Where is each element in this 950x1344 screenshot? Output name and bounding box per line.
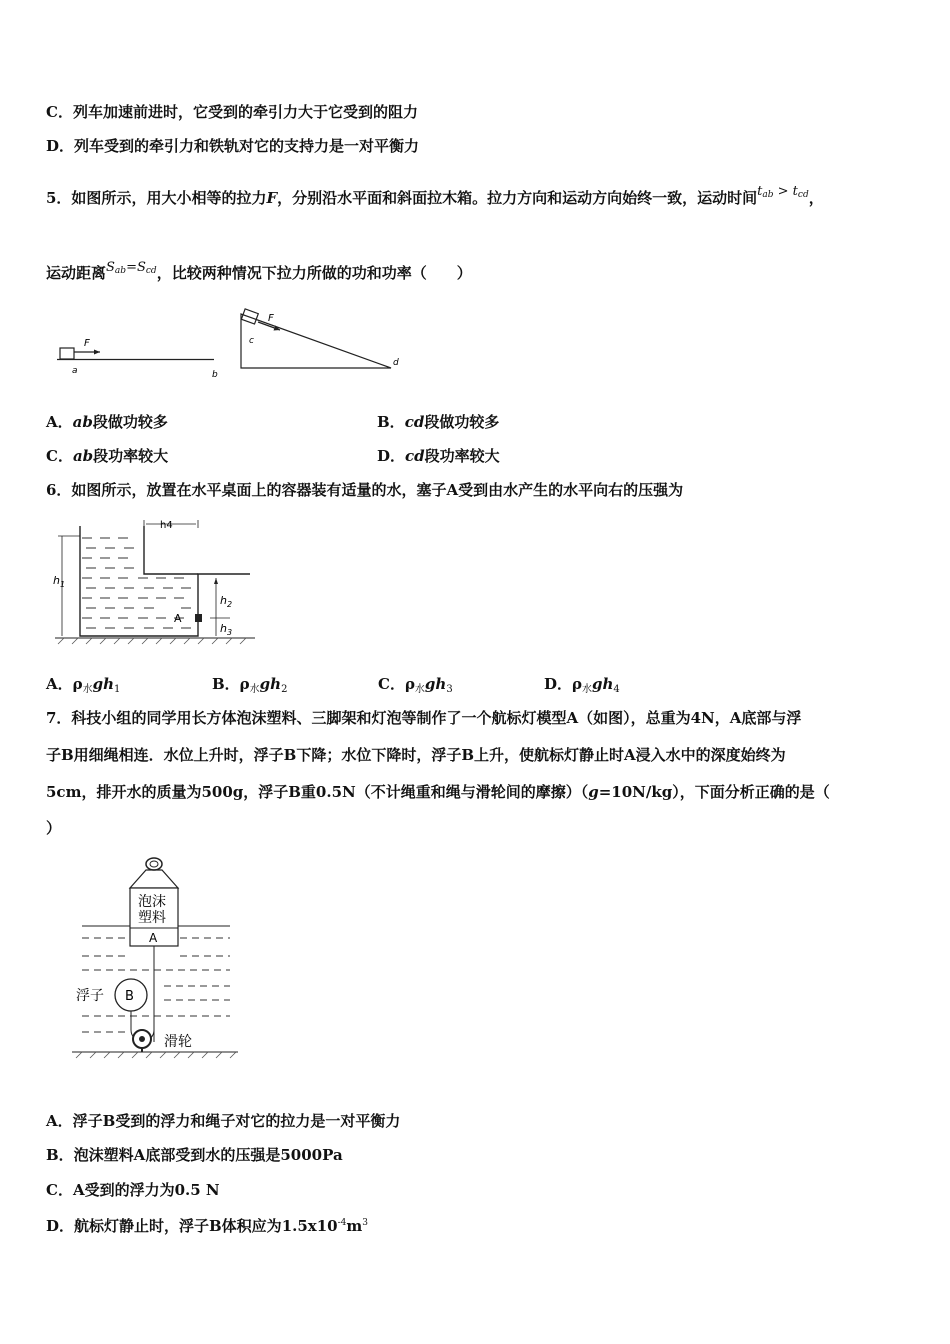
q5-optA-txt: 段做功较多 (92, 413, 168, 431)
q6-label-h3 (220, 622, 232, 637)
q6-option-a (46, 674, 212, 700)
q7-water-dashes (82, 938, 230, 1032)
q6-container-step (144, 526, 198, 574)
q4-option-c: C．列车加速前进时，它受到的牵引力大于它受到的阻力 (46, 103, 418, 121)
q5-optD-var: cd (405, 447, 425, 465)
q5-option-a (46, 412, 168, 432)
q6-h1-sub: 1 (59, 580, 66, 589)
q6-label-A: A (174, 612, 182, 625)
q5-t1-sub: ab (762, 190, 774, 200)
q6-optB-water: 水 (249, 684, 260, 695)
q7-label-B: B (125, 989, 134, 1004)
q5-optD-pre: D． (377, 447, 406, 465)
q6-optC-water: 水 (414, 684, 425, 695)
q6-optC-sub: 3 (446, 684, 453, 695)
q5-optC-txt: 段功率较大 (93, 447, 169, 465)
q6-optD-sub: 4 (613, 684, 620, 695)
q5-t2-sub: cd (797, 190, 809, 200)
q4-option-d: D．列车受到的牵引力和铁轨对它的支持力是一对平衡力 (46, 137, 420, 155)
q5-text1: 5．如图所示，用大小相等的拉力 (46, 189, 267, 207)
q5-time-inequality (757, 184, 809, 199)
q6-container-outline (80, 526, 250, 636)
q7-line3b: =10N/kg），下面分析正确的是（ (598, 783, 830, 801)
q7-bulb-icon (146, 858, 162, 870)
q6-stopper-A (195, 614, 202, 622)
q6-h2-letter: h (220, 594, 227, 607)
q5-s2-sub: cd (145, 266, 157, 276)
q7-optD-cube: 3 (362, 1218, 368, 1228)
q7-label-foam1: 泡沫 (138, 894, 166, 910)
q6-h2-sub: 2 (226, 600, 233, 609)
q6-optA-water: 水 (82, 684, 93, 695)
q5-box-c (241, 309, 258, 324)
q6-label-h1 (53, 574, 65, 589)
q6-optD-water: 水 (581, 684, 592, 695)
q7-optD-exp: -4 (337, 1218, 347, 1228)
q5-optA-pre: A． (46, 413, 73, 431)
q6-optC-pre: C．ρ (378, 675, 415, 693)
q6-stem: 6．如图所示，放置在水平桌面上的容器装有适量的水，塞子A受到由水产生的水平向右的压强为 (46, 481, 684, 499)
q5-gt: > (773, 184, 793, 199)
q5-box-a (60, 348, 74, 359)
q6-option-b (212, 674, 378, 700)
q5-s1: S (106, 260, 115, 275)
q7-option-c: C．A受到的浮力为0.5 N (46, 1181, 220, 1199)
q5-fig-label-c: c (249, 336, 254, 346)
q6-h3-sub: 3 (226, 628, 233, 637)
q6-optD-pre: D．ρ (544, 675, 582, 693)
q5-optB-txt: 段做功较多 (424, 413, 500, 431)
q5-optB-var: cd (404, 413, 425, 431)
q7-label-foam2: 塑料 (138, 910, 166, 926)
q7-label-pulley: 滑轮 (164, 1034, 192, 1050)
q5-text3: 运动距离 (46, 264, 107, 282)
q5-stem-line2 (46, 258, 472, 283)
q6-option-c (378, 674, 544, 700)
q7-stem-line3 (46, 782, 830, 802)
q5-arrowhead-a (94, 350, 100, 355)
q6-container-figure (50, 516, 260, 648)
q5-option-d (377, 446, 500, 466)
q7-bottom-hatching (76, 1052, 236, 1058)
q7-stem-line4: ） (46, 819, 62, 837)
q5-option-b (377, 412, 499, 432)
q5-incline-figure (236, 306, 406, 378)
q7-line3a: 5cm，排开水的质量为500g，浮子B重0.5N（不计绳重和绳与滑轮间的摩擦）（ (46, 783, 589, 801)
q5-fig-label-a: a (72, 366, 78, 376)
q7-buoy-figure (68, 852, 244, 1064)
q5-t1: t (757, 184, 763, 199)
q7-stem-line1: 7．科技小组的同学用长方体泡沫塑料、三脚架和灯泡等制作了一个航标灯模型A（如图），总重为4N，A底部与浮 (46, 709, 802, 727)
q6-optA-gh: gh (92, 675, 115, 693)
q6-label-h2 (220, 594, 232, 609)
q6-h1-letter: h (53, 574, 60, 587)
q5-optB-pre: B． (377, 413, 405, 431)
q6-options (46, 674, 710, 700)
q5-text2: ，分别沿水平面和斜面拉木箱。拉力方向和运动方向始终一致，运动时间 (277, 189, 758, 207)
q7-label-float: 浮子 (76, 988, 104, 1004)
q6-optC-gh: gh (424, 675, 447, 693)
q7-tripod (130, 870, 178, 888)
q5-optC-var: ab (72, 447, 94, 465)
q6-h3-letter: h (220, 622, 227, 635)
q6-optD-gh: gh (591, 675, 614, 693)
q6-label-h4: h4 (160, 520, 173, 531)
q5-s1-sub: ab (114, 266, 127, 276)
q6-optB-sub: 2 (281, 684, 288, 695)
q5-fig-label-b: b (212, 370, 218, 380)
q6-optA-sub: 1 (114, 684, 121, 695)
q6-option-d (544, 674, 710, 700)
q5-t2: t (792, 184, 798, 199)
q5-horizontal-figure (52, 330, 227, 380)
q5-stem-line1 (46, 182, 824, 208)
q5-optD-txt: 段功率较大 (424, 447, 500, 465)
q5-fig-label-d: d (393, 358, 399, 368)
q7-line3g: g (588, 783, 599, 801)
q6-table-hatching (58, 638, 246, 644)
q5-optC-pre: C． (46, 447, 73, 465)
q7-option-d (46, 1213, 368, 1236)
q5-option-c (46, 446, 168, 466)
q7-optD-unit: m (346, 1217, 363, 1235)
q7-stem-line2: 子B用细绳相连．水位上升时，浮子B下降；水位下降时，浮子B上升，使航标灯静止时A浸入水中的深度始终为 (46, 746, 786, 764)
q5-text4: ，比较两种情况下拉力所做的功和功率（ ） (156, 264, 472, 282)
q5-incline (241, 314, 391, 368)
q7-option-a: A．浮子B受到的浮力和绳子对它的拉力是一对平衡力 (46, 1112, 401, 1130)
q7-optD-pre: D．航标灯静止时，浮子B体积应为1.5x10 (46, 1217, 338, 1235)
q6-optB-pre: B．ρ (212, 675, 250, 693)
q5-comma: ， (808, 189, 824, 207)
q7-label-A: A (149, 931, 158, 945)
q5-fig-label-F1: F (84, 338, 90, 349)
q5-distance-equality (106, 260, 157, 275)
q6-optA-pre: A．ρ (46, 675, 83, 693)
q7-option-b: B．泡沫塑料A底部受到水的压强是5000Pa (46, 1146, 343, 1164)
q6-optB-gh: gh (259, 675, 282, 693)
q5-eq: = (126, 260, 137, 275)
q5-optA-var: ab (72, 413, 93, 431)
q5-force-symbol: F (266, 189, 278, 207)
q5-s2: S (136, 260, 146, 275)
q5-fig-label-F2: F (268, 313, 274, 324)
